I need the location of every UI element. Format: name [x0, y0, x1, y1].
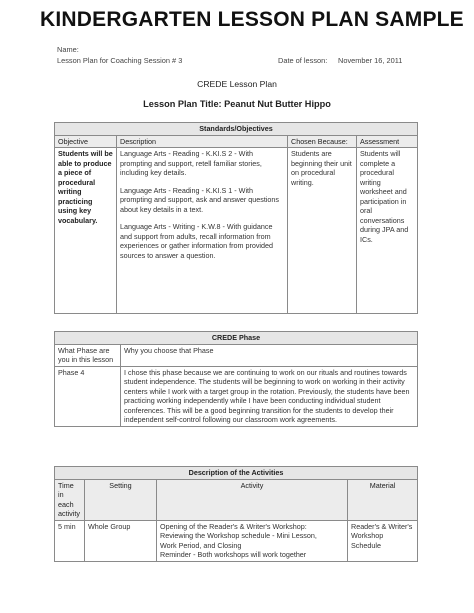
crede-title: CREDE Lesson Plan: [197, 79, 277, 89]
col-activity: Activity: [157, 479, 348, 520]
col-objective: Objective: [55, 135, 117, 148]
activity-line: Opening of the Reader's & Writer's Workshop:: [160, 521, 307, 531]
phase-reason: I chose this phase because we are continuing to work on our rituals and routines towards student independence. The students will be beginning to work on working in their activity centers while I work with a target group in the rotation. Previously, the students have been practicing working independently while I have been conducting individual student conferences. This will be a good beginning transition for the students to develop their independent self-control following our classroom work agreements.: [121, 366, 418, 426]
activity-line: Reviewing the Workshop schedule - Mini Lesson,: [160, 531, 317, 540]
objective-cell: Students will be able to produce a piece of procedural writing practicing using key vocabulary.: [55, 148, 117, 314]
activities-table: [54, 466, 418, 562]
plan-title: Lesson Plan Title: Peanut Nut Butter Hippo: [143, 99, 331, 109]
col-material: Material: [348, 479, 418, 520]
activity-line: Work Period, and Closing: [160, 540, 242, 550]
col-description: Description: [117, 135, 288, 148]
phase-why-question: Why you choose that Phase: [121, 344, 418, 366]
phase-value: Phase 4: [55, 366, 121, 426]
table-row: [55, 520, 418, 561]
setting-cell: Whole Group: [85, 520, 157, 561]
assessment-cell: Students will complete a procedural writing worksheet and participation in oral conversations during JPA and ICs.: [357, 148, 418, 314]
standard-reading-1: Language Arts - Reading - K.KI.S 1 - With prompting and support, ask and answer questions about key details in a text.: [120, 185, 280, 214]
col-assessment: Assessment: [357, 135, 418, 148]
date-label: Date of lesson:: [278, 56, 328, 65]
date-value: November 16, 2011: [338, 56, 403, 65]
session-label: Lesson Plan for Coaching Session # 3: [57, 56, 183, 65]
phase-table: [54, 331, 418, 427]
phase-question: What Phase are you in this lesson: [55, 344, 121, 366]
name-label: Name:: [57, 45, 79, 54]
time-cell: 5 min: [55, 520, 85, 561]
activity-cell: [157, 520, 348, 561]
description-cell: [117, 148, 288, 314]
chosen-cell: Students are beginning their unit on procedural writing.: [288, 148, 357, 314]
standard-reading-2: Language Arts - Reading - K.KI.S 2 - With prompting and support, retell familiar stories, including key details.: [120, 149, 262, 177]
standards-header: Standards/Objectives: [55, 123, 418, 136]
standard-writing-8: Language Arts - Writing - K.W.8 - With guidance and support from adults, recall information from experiences or gather information from provided sources to answer a question.: [120, 222, 274, 260]
col-chosen: Chosen Because:: [288, 135, 357, 148]
page-title: KINDERGARTEN LESSON PLAN SAMPLE: [40, 8, 464, 31]
col-setting: Setting: [85, 479, 157, 520]
activities-header: Description of the Activities: [55, 467, 418, 480]
standards-table: [54, 122, 418, 314]
activity-line: Reminder - Both workshops will work together: [160, 550, 307, 559]
phase-header: CREDE Phase: [55, 332, 418, 345]
material-cell: Reader's & Writer's Workshop Schedule: [348, 520, 418, 561]
col-time: Time in each activity: [55, 479, 85, 520]
